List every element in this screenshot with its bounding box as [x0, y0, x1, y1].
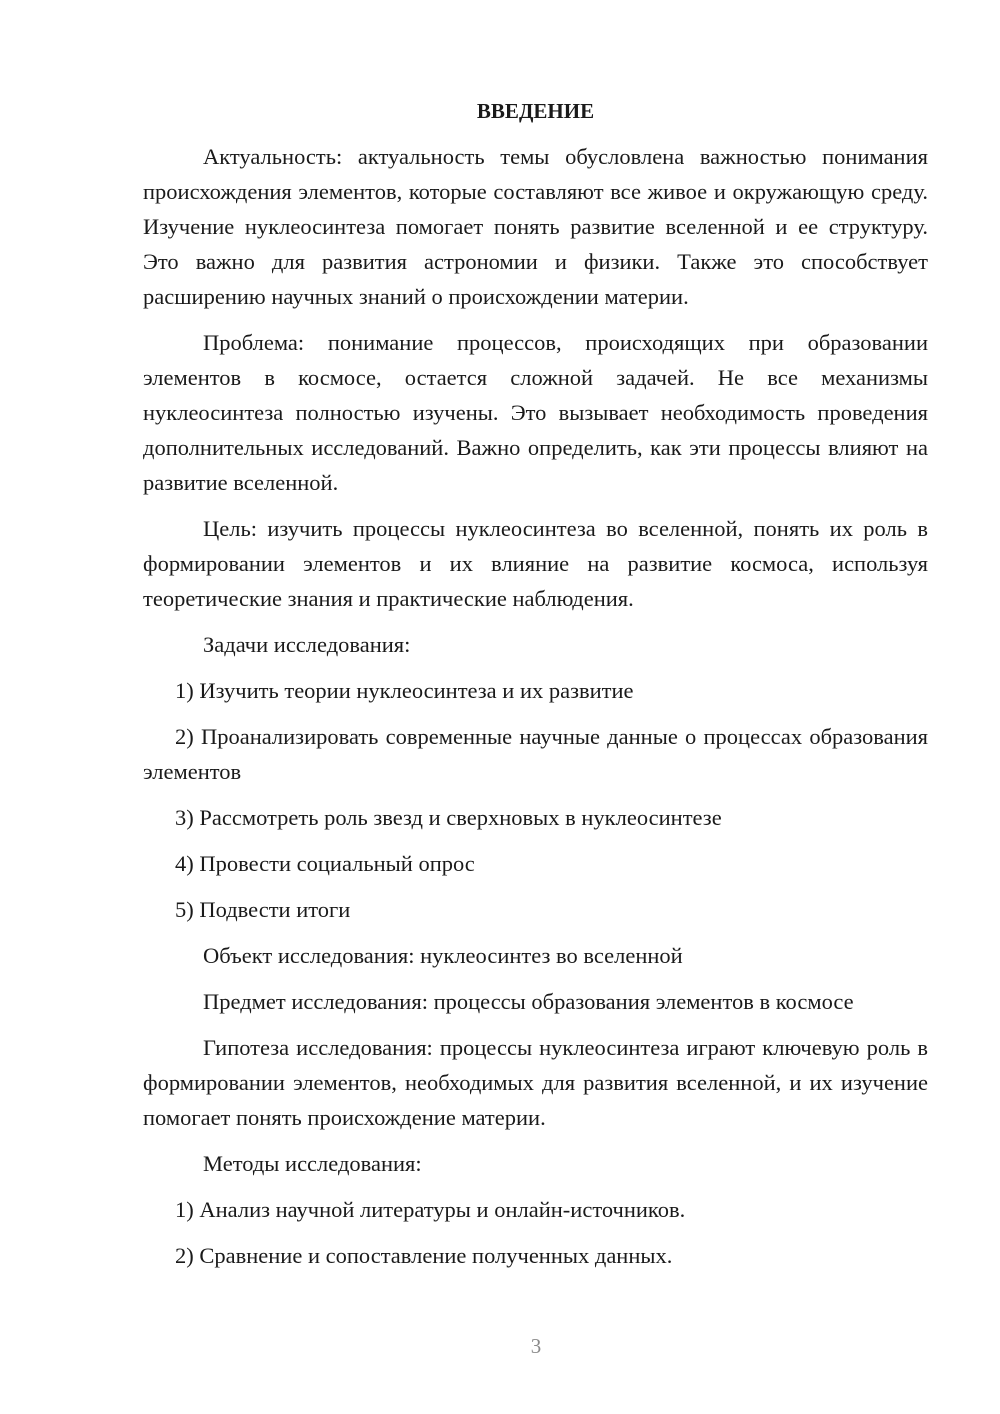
- task-item-1: 1) Изучить теории нуклеосинтеза и их развитие: [175, 678, 634, 703]
- tasks-heading: Задачи исследования:: [203, 632, 411, 657]
- document-page: [143, 96, 928, 1284]
- task-item-4: 4) Провести социальный опрос: [175, 851, 475, 876]
- object-line: Объект исследования: нуклеосинтез во вселенной: [203, 943, 683, 968]
- relevance-paragraph: Актуальность: актуальность темы обусловлена важностью понимания происхождения элементов, которые составляют все живое и окружающую среду. Изучение нуклеосинтеза помогает понять развитие вселенной и ее структуру. Это важно для развития астрономии и физики. Также это способствует расширению научных знаний о происхождении материи.: [143, 144, 928, 309]
- method-item-2: 2) Сравнение и сопоставление полученных данных.: [175, 1243, 673, 1268]
- page-title: ВВЕДЕНИЕ: [476, 99, 595, 123]
- task-item-5: 5) Подвести итоги: [175, 897, 351, 922]
- methods-heading: Методы исследования:: [203, 1151, 422, 1176]
- task-item-2: 2) Проанализировать современные научные данные о процессах образования элементов: [143, 724, 928, 784]
- subject-line: Предмет исследования: процессы образования элементов в космосе: [203, 989, 854, 1014]
- hypothesis-paragraph: Гипотеза исследования: процессы нуклеосинтеза играют ключевую роль в формировании элементов, необходимых для развития вселенной, и их изучение помогает понять происхождение материи.: [143, 1035, 928, 1130]
- page-number: 3: [530, 1334, 542, 1358]
- task-item-3: 3) Рассмотреть роль звезд и сверхновых в нуклеосинтезе: [175, 805, 722, 830]
- method-item-1: 1) Анализ научной литературы и онлайн-источников.: [175, 1197, 686, 1222]
- problem-paragraph: Проблема: понимание процессов, происходящих при образовании элементов в космосе, остается сложной задачей. Не все механизмы нуклеосинтеза полностью изучены. Это вызывает необходимость проведения дополнительных исследований. Важно определить, как эти процессы влияют на развитие вселенной.: [143, 330, 928, 495]
- goal-paragraph: Цель: изучить процессы нуклеосинтеза во вселенной, понять их роль в формировании элементов и их влияние на развитие космоса, используя теоретические знания и практические наблюдения.: [143, 516, 928, 611]
